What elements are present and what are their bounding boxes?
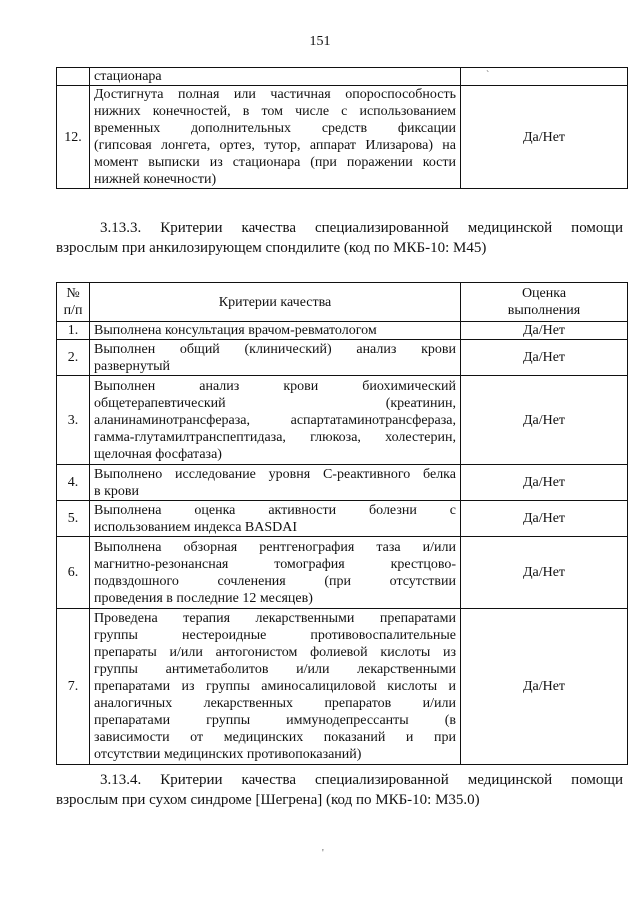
section-heading-line: взрослым при анкилозирующем спондилите (код по МКБ-10: M45) [56,240,487,256]
row-number: 12. [57,86,90,189]
header-number-line: п/п [63,303,83,318]
row-number: 2. [57,340,90,376]
criteria-line: временных дополнительных средств фиксации [94,121,456,136]
criteria-line: стационара [94,69,162,84]
table-row [57,609,628,765]
criteria-line: (гипсовая лонгета, ортез, тутор, аппарат Илизарова) на [94,138,456,153]
criteria-line: Выполнена обзорная рентгенография таза и/или [94,539,456,555]
scan-mark: ` [486,70,490,81]
result-cell: Да/Нет [461,465,628,501]
criteria-line: использованием индекса BASDAI [94,519,298,535]
table-row [57,537,628,609]
criteria-cell [90,537,461,609]
row-number: 5. [57,501,90,537]
header-number-line: № [66,286,80,301]
criteria-line: гамма-глутамилтранспептидаза, глюкоза, холестерин, [94,429,456,445]
row-number: 7. [57,609,90,765]
header-criteria: Критерии качества [90,283,461,322]
criteria-line: группы антиметаболитов и/или лекарственными [94,662,456,677]
criteria-line: развернутый [94,358,170,374]
criteria-cell [90,376,461,465]
criteria-line: группы нестероидные противовоспалительные [94,628,456,643]
criteria-line: нижних конечностей, в том числе с использованием [94,104,456,119]
criteria-line: препаратами из группы аминосалициловой кислоты и [94,679,456,694]
header-result-line: Оценка [521,286,567,301]
criteria-table-ankylosing-spondylitis [56,282,628,765]
result-cell: Да/Нет [461,340,628,376]
section-heading-line: 3.13.4. Критерии качества специализированной медицинской помощи [100,772,623,788]
row-number: 3. [57,376,90,465]
criteria-line: препаратами группы иммунодепрессанты (в [94,713,456,728]
result-cell: Да/Нет [461,501,628,537]
page-number: 151 [309,34,331,49]
criteria-table-continued [56,67,628,189]
criteria-line: проведения в последние 12 месяцев) [94,590,313,606]
criteria-line: магнитно-резонансная томография крестцово- [94,556,456,572]
criteria-line: Выполнена оценка активности болезни с [94,502,456,518]
criteria-cell [90,68,461,86]
criteria-line: Выполнено исследование уровня С-реактивного белка [94,466,456,482]
result-cell: Да/Нет [461,322,628,340]
criteria-cell [90,609,461,765]
criteria-cell [90,86,461,189]
criteria-line: Достигнута полная или частичная опороспособность [94,87,456,102]
table-row [57,376,628,465]
table-row [57,340,628,376]
row-number: 1. [57,322,90,340]
criteria-line: Выполнен анализ крови биохимический [94,378,456,394]
header-result-line: выполнения [507,303,581,318]
table-row [57,86,628,189]
criteria-line: в крови [94,483,140,499]
criteria-line: отсутствии медицинских противопоказаний) [94,747,362,762]
criteria-cell [90,465,461,501]
result-cell: Да/Нет [461,537,628,609]
section-heading-line: взрослым при сухом синдроме [Шегрена] (код по МКБ-10: M35.0) [56,792,480,808]
criteria-cell [90,501,461,537]
criteria-line: зависимости от медицинских показаний и при [94,730,456,745]
table-row [57,68,628,86]
table-row [57,501,628,537]
result-cell: Да/Нет [461,376,628,465]
result-cell: Да/Нет [461,86,628,189]
table-header-row [57,283,628,322]
criteria-cell [90,340,461,376]
section-heading-line: 3.13.3. Критерии качества специализированной медицинской помощи [100,220,623,236]
criteria-line: нижней конечности) [94,172,217,187]
result-cell: Да/Нет [461,609,628,765]
row-number [57,68,90,86]
row-number: 6. [57,537,90,609]
criteria-line: Проведена терапия лекарственными препаратами [94,611,456,626]
criteria-line: аналогичных лекарственных препаратов и/или [94,696,456,711]
criteria-line: препараты и/или антогонистом фолиевой кислоты из [94,645,456,660]
header-number [57,283,90,322]
criteria-line: момент выписки из стационара (при поражении кости [94,155,456,170]
criteria-line: Выполнена консультация врачом-ревматологом [94,323,377,338]
header-result [461,283,628,322]
scan-mark: ' [322,848,324,859]
table-row [57,322,628,340]
table-row [57,465,628,501]
criteria-cell [90,322,461,340]
section-heading-3-13-4 [56,770,623,810]
criteria-line: щелочная фосфатаза) [94,446,222,462]
section-heading-3-13-3 [56,218,623,258]
criteria-line: подвздошного сочленения (при отсутствии [94,573,456,589]
row-number: 4. [57,465,90,501]
criteria-line: Выполнен общий (клинический) анализ крови [94,341,456,357]
criteria-line: аланинаминотрансфераза, аспартатаминотрансфераза, [94,412,456,428]
criteria-line: общетерапевтический (креатинин, [94,395,456,411]
